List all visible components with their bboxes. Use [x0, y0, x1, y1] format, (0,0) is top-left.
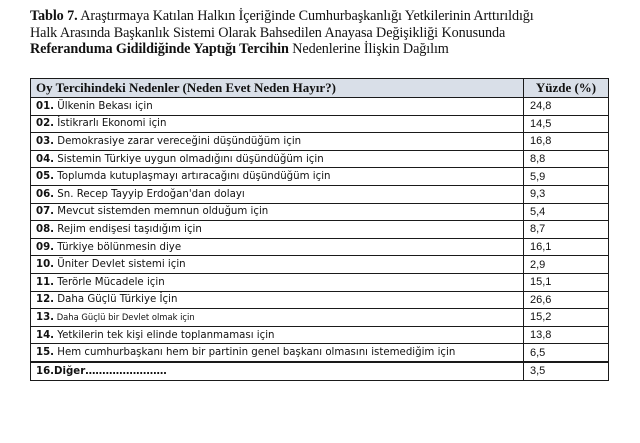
caption-bold-text: Referanduma Gidildiğinde Yaptığı Tercihin [30, 41, 289, 57]
caption-line-2: Halk Arasında Başkanlık Sistemi Olarak Bahsedilen Anayasa Değişikliği Konusunda [30, 24, 506, 41]
percent-cell: 9,3 [524, 185, 609, 203]
reason-cell [31, 256, 524, 274]
reason-number: 14. [36, 329, 55, 341]
reason-number: 11. [36, 276, 55, 288]
table-label: Tablo 7. [30, 8, 78, 24]
table-row [31, 98, 609, 116]
reason-number: 13. [36, 311, 55, 323]
percent-cell: 5,4 [524, 203, 609, 221]
reason-number: 10. [36, 259, 55, 271]
reason-text: Sistemin Türkiye uygun olmadığını düşündüğüm için [54, 153, 324, 165]
header-percent: Yüzde (%) [524, 79, 609, 98]
percent-cell: 8,8 [524, 150, 609, 168]
table-row [31, 168, 609, 186]
reason-number: 01. [36, 100, 55, 112]
reason-text: Türkiye bölünmesin diye [54, 241, 182, 253]
percent-cell: 2,9 [524, 256, 609, 274]
reason-number: 02. [36, 118, 55, 130]
reason-number: 15. [36, 347, 55, 359]
reason-cell [31, 344, 524, 362]
table-row [31, 344, 609, 362]
table-row [31, 221, 609, 239]
caption-line-3 [30, 41, 630, 58]
percent-cell: 8,7 [524, 221, 609, 239]
table-row [31, 203, 609, 221]
reason-cell [31, 221, 524, 239]
caption-text-3: Nedenlerine İlişkin Dağılım [288, 41, 449, 57]
reason-cell [31, 238, 524, 256]
reason-text: Ülkenin Bekası için [54, 100, 153, 112]
header-reasons: Oy Tercihindeki Nedenler (Neden Evet Neden Hayır?) [31, 79, 524, 98]
reason-cell [31, 309, 524, 327]
table-row [31, 150, 609, 168]
reason-text: Hem cumhurbaşkanı hem bir partinin genel başkanı olmasını istemediğim için [54, 347, 456, 359]
percent-cell: 14,5 [524, 115, 609, 133]
caption-line-1 [30, 8, 630, 25]
table-caption [30, 8, 630, 58]
table-row [31, 309, 609, 327]
reason-text: Daha Güçlü Türkiye İçin [54, 294, 178, 306]
reason-text: İstikrarlı Ekonomi için [54, 118, 167, 130]
reason-text: Mevcut sistemden memnun olduğum için [54, 206, 269, 218]
table-row [31, 115, 609, 133]
reason-cell [31, 203, 524, 221]
reasons-table [30, 78, 609, 381]
reason-text: Yetkilerin tek kişi elinde toplanmaması için [54, 329, 275, 341]
table-header-row [31, 79, 609, 98]
reason-text: Üniter Devlet sistemi için [54, 259, 186, 271]
reason-text: Rejim endişesi taşıdığım için [54, 223, 202, 235]
reason-text: Demokrasiye zarar vereceğini düşündüğüm için [54, 135, 302, 147]
table-row [31, 238, 609, 256]
table-row [31, 273, 609, 291]
table-row [31, 362, 609, 380]
table-row [31, 291, 609, 309]
reason-cell [31, 362, 524, 380]
percent-cell: 26,6 [524, 291, 609, 309]
percent-cell: 6,5 [524, 344, 609, 362]
reason-text: Terörle Mücadele için [54, 276, 165, 288]
table-row [31, 256, 609, 274]
percent-cell: 15,1 [524, 273, 609, 291]
reason-cell [31, 150, 524, 168]
reason-cell [31, 273, 524, 291]
reason-cell [31, 185, 524, 203]
reason-text: Sn. Recep Tayyip Erdoğan'dan dolayı [54, 188, 245, 200]
percent-cell: 13,8 [524, 326, 609, 344]
table-row [31, 133, 609, 151]
caption-text-1: Araştırmaya Katılan Halkın İçeriğinde Cumhurbaşkanlığı Yetkilerinin Arttırıldığı [77, 8, 534, 24]
percent-cell: 24,8 [524, 98, 609, 116]
reason-cell [31, 98, 524, 116]
percent-cell: 5,9 [524, 168, 609, 186]
reason-number: 09. [36, 241, 55, 253]
reason-cell [31, 168, 524, 186]
reason-cell [31, 291, 524, 309]
reason-text: Toplumda kutuplaşmayı artıracağını düşündüğüm için [54, 171, 331, 183]
reason-number: 04. [36, 153, 55, 165]
reason-number: 16.Diğer…………………… [36, 365, 167, 377]
reason-cell [31, 133, 524, 151]
reason-cell [31, 115, 524, 133]
reason-number: 07. [36, 206, 55, 218]
reason-text: Daha Güçlü bir Devlet olmak için [54, 311, 195, 322]
reason-number: 08. [36, 223, 55, 235]
table-row [31, 185, 609, 203]
table-row [31, 326, 609, 344]
reason-number: 12. [36, 294, 55, 306]
percent-cell: 3,5 [524, 362, 609, 380]
reason-number: 03. [36, 135, 55, 147]
reason-number: 05. [36, 171, 55, 183]
reason-number: 06. [36, 188, 55, 200]
percent-cell: 16,1 [524, 238, 609, 256]
reason-cell [31, 326, 524, 344]
percent-cell: 15,2 [524, 309, 609, 327]
percent-cell: 16,8 [524, 133, 609, 151]
